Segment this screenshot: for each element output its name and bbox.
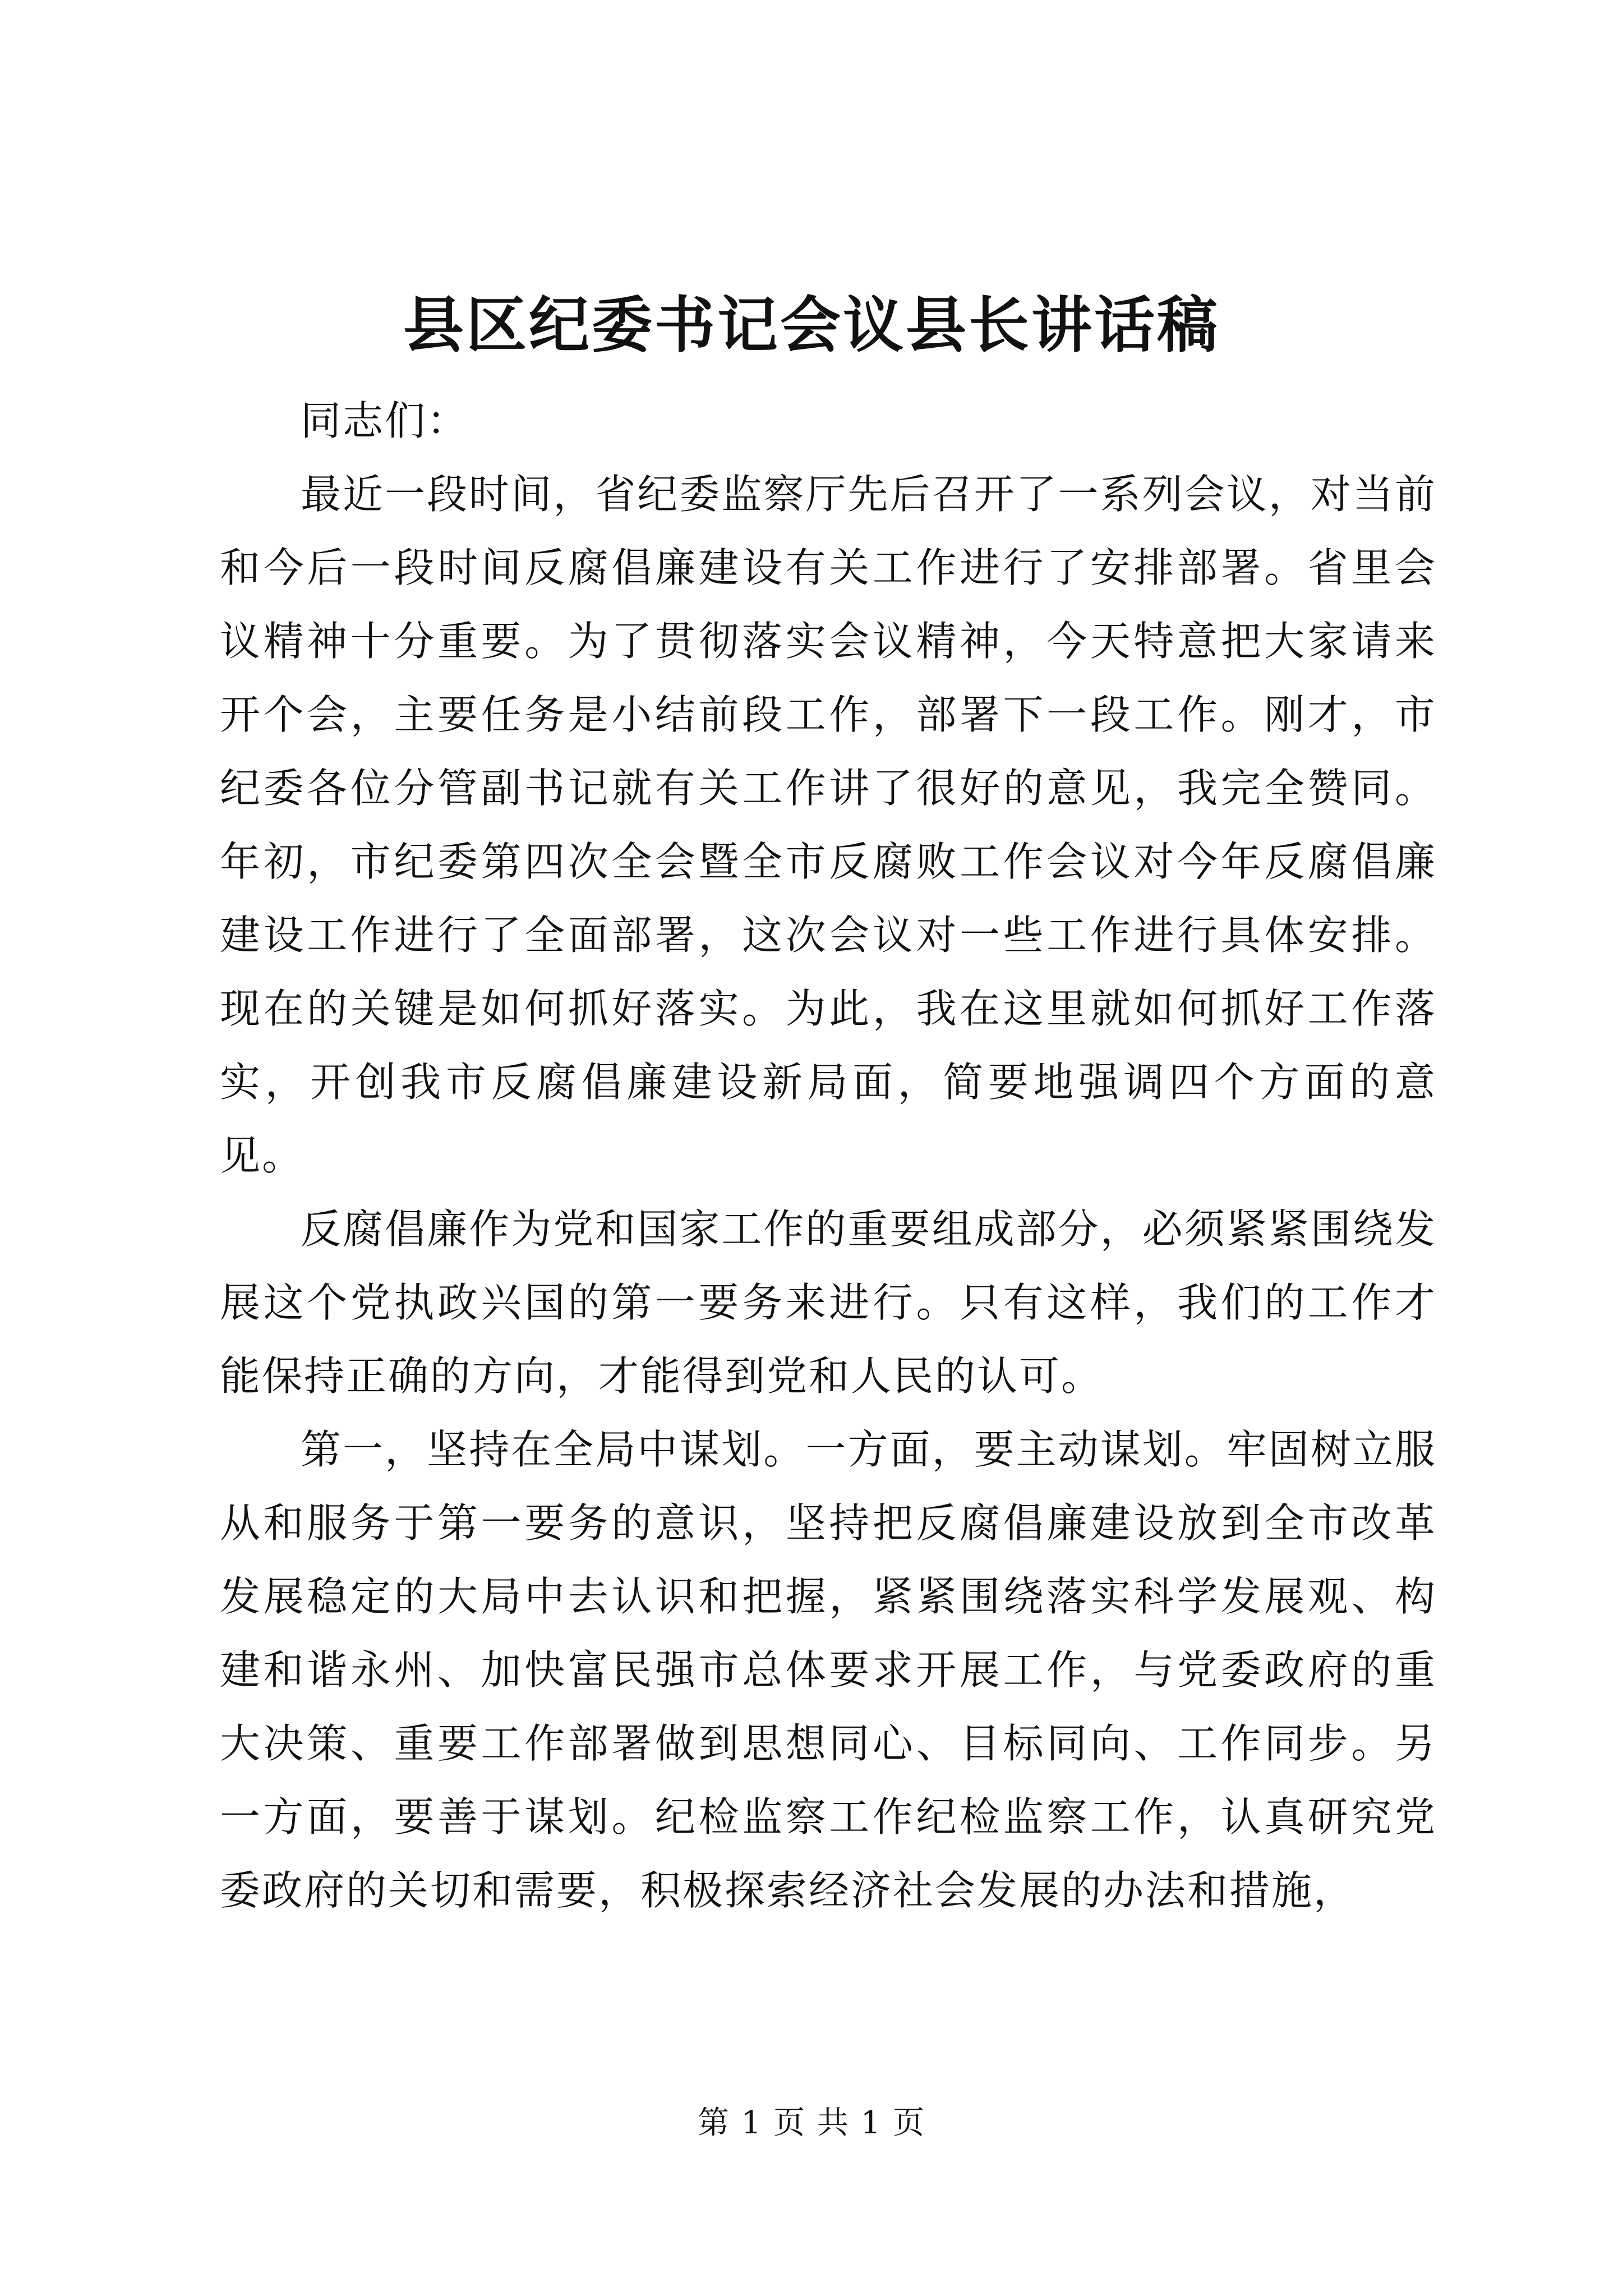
paragraph-anti-corruption: 反腐倡廉作为党和国家工作的重要组成部分，必须紧紧围绕发展这个党执政兴国的第一要务来进行。只有这样，我们的工作才能保持正确的方向，才能得到党和人民的认可。 xyxy=(220,1205,1437,1400)
document-title: 县区纪委书记会议县长讲话稿 xyxy=(403,290,1220,361)
paragraph-intro: 最近一段时间，省纪委监察厅先后召开了一系列会议，对当前和今后一段时间反腐倡廉建设有关工作进行了安排部署。省里会议精神十分重要。为了贯彻落实会议精神，今天特意把大家请来开个会，主要任务是小结前段工作，部署下一段工作。刚才，市纪委各位分管副书记就有关工作讲了很好的意见，我完全赞同。年初，市纪委第四次全会暨全市反腐败工作会议对今年反腐倡廉建设工作进行了全面部署，这次会议对一些工作进行具体安排。现在的关键是如何抓好落实。为此，我在这里就如何抓好工作落实，开创我市反腐倡廉建设新局面，简要地强调四个方面的意见。 xyxy=(220,471,1437,1179)
paragraph-first-point: 第一，坚持在全局中谋划。一方面，要主动谋划。牢固树立服从和服务于第一要务的意识，坚持把反腐倡廉建设放到全市改革发展稳定的大局中去认识和把握，紧紧围绕落实科学发展观、构建和谐永州、加快富民强市总体要求开展工作，与党委政府的重大决策、重要工作部署做到思想同心、目标同向、工作同步。另一方面，要善于谋划。纪检监察工作纪检监察工作，认真研究党委政府的关切和需要，积极探索经济社会发展的办法和措施， xyxy=(220,1426,1437,1914)
page-number-footer: 第 1 页 共 1 页 xyxy=(697,2105,926,2141)
document-body xyxy=(220,384,1437,1927)
salutation: 同志们： xyxy=(301,397,469,444)
